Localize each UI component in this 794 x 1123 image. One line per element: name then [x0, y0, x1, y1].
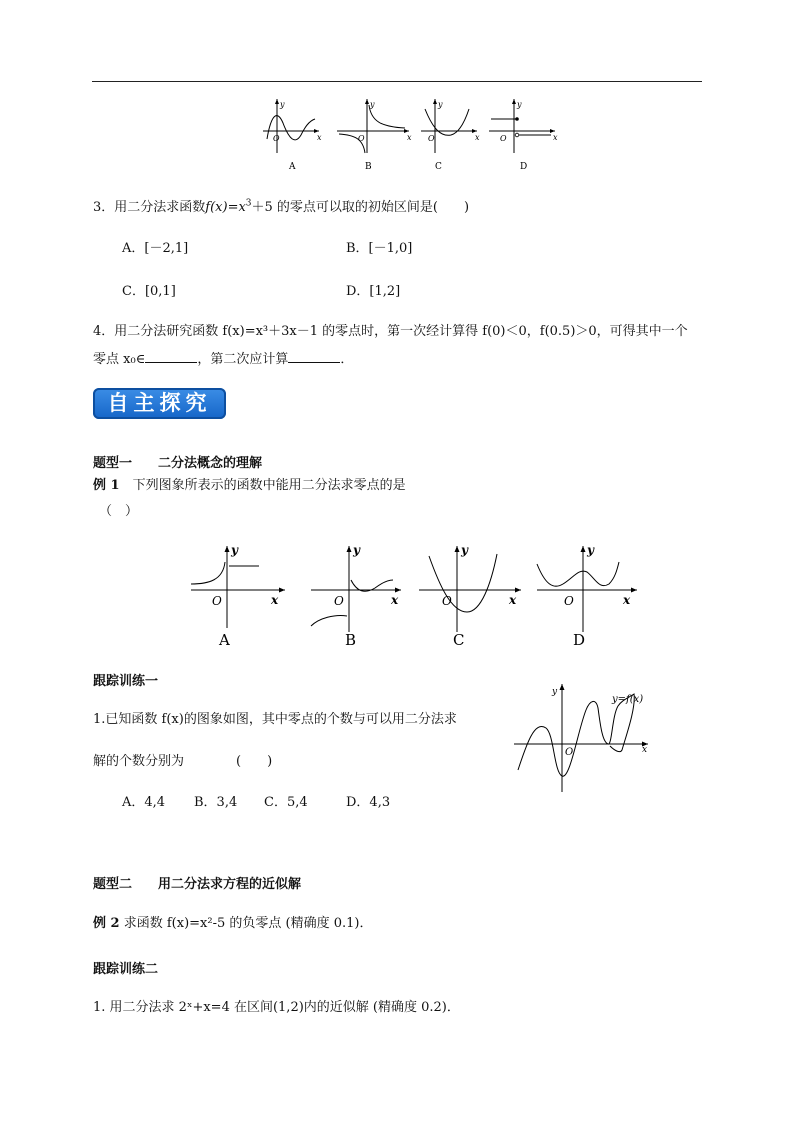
ex1-graph-c: [419, 543, 521, 649]
q3-option-d[interactable]: D．[1,2]: [346, 284, 401, 299]
track-2-line-1: 1. 用二分法求 2ˣ+x=4 在区间(1,2)内的近似解 (精确度 0.2)．: [93, 1000, 460, 1015]
axis-x-label: x: [271, 593, 279, 607]
axis-y-label: y: [370, 100, 375, 109]
track-1-graph: [508, 680, 658, 795]
top-graph-c: [421, 99, 480, 172]
question-3: [93, 196, 469, 215]
type-2-heading: 题型二 用二分法求方程的近似解: [93, 877, 302, 892]
q3-prefix: 3．用二分法求函数: [93, 200, 206, 215]
example-1-answer-paren[interactable]: （ ）: [99, 504, 139, 519]
type-1-heading: 题型一 二分法概念的理解: [93, 456, 263, 471]
curve-label: y=f(x): [612, 694, 644, 705]
top-graph-a: [263, 99, 322, 172]
axis-y-label: y: [438, 100, 443, 109]
axis-x-label: x: [407, 133, 412, 142]
origin-label: O: [334, 594, 344, 608]
example-1: [93, 474, 406, 493]
ex1-graph-b: [311, 543, 401, 649]
graph-label: B: [365, 162, 372, 172]
example-2-label: 例 2: [93, 916, 120, 931]
q3-option-a[interactable]: A．[－2,1]: [122, 241, 189, 256]
axis-y-label: y: [461, 543, 468, 557]
q4-text-b: ，第二次应计算: [197, 352, 289, 367]
section-badge: 自主探究: [93, 388, 226, 419]
example-2-text: 求函数 f(x)=x²-5 的负零点 (精确度 0.1)．: [123, 916, 373, 931]
origin-label: O: [500, 134, 507, 143]
origin-label: O: [564, 594, 574, 608]
track-1-option-a[interactable]: A．4,4: [122, 795, 166, 810]
top-graph-d: [489, 99, 558, 172]
graph-label: D: [573, 631, 586, 649]
example-1-text: 下列图象所表示的函数中能用二分法求零点的是: [119, 478, 406, 493]
ex1-graph-d: [537, 543, 637, 649]
axis-y-label: y: [231, 543, 238, 557]
axis-x-label: x: [391, 593, 399, 607]
graph-label: A: [219, 631, 230, 649]
q3-option-c[interactable]: C．[0,1]: [122, 284, 176, 299]
origin-label: O: [428, 134, 435, 143]
axis-x-label: x: [317, 133, 322, 142]
origin-label: O: [212, 594, 222, 608]
graph-label: A: [289, 162, 296, 172]
track-1-option-c[interactable]: C．5,4: [264, 795, 308, 810]
axis-x-label: x: [623, 593, 631, 607]
axis-x-label: x: [509, 593, 517, 607]
q3-func: f(x)=x: [205, 200, 246, 215]
q4-line-1: 4．用二分法研究函数 f(x)=x³＋3x－1 的零点时，第一次经计算得 f(0)＜0，f(0.5)＞0，可得其中一个: [93, 324, 688, 339]
track-1-line-2: 解的个数分别为 ( ): [93, 754, 273, 769]
origin-label: O: [273, 134, 280, 143]
origin-label: O: [565, 747, 574, 758]
axis-x-label: x: [475, 133, 480, 142]
axis-x-label: x: [642, 745, 648, 755]
track-1-option-d[interactable]: D．4,3: [346, 795, 391, 810]
track-1-line-1: 1.已知函数 f(x)的图象如图，其中零点的个数与可以用二分法求: [93, 712, 457, 727]
origin-label: O: [358, 134, 365, 143]
q4-text-c: ．: [340, 352, 354, 367]
top-graph-row: [255, 95, 565, 175]
example-2: [93, 912, 372, 931]
header-rule: [92, 81, 702, 82]
origin-label: O: [442, 594, 452, 608]
top-graph-b: [337, 99, 412, 172]
q4-answer-blank-2[interactable]: [288, 350, 340, 363]
example-1-graphs: [185, 540, 645, 652]
q3-suffix: ＋5 的零点可以取的初始区间是( ): [251, 200, 470, 215]
axis-y-label: y: [353, 543, 360, 557]
axis-y-label: y: [517, 100, 522, 109]
track-2-heading: 跟踪训练二: [93, 962, 159, 977]
track-1-option-b[interactable]: B．3,4: [194, 795, 238, 810]
q4-answer-blank-1[interactable]: [145, 350, 197, 363]
graph-label: D: [520, 162, 528, 172]
axis-y-label: y: [587, 543, 594, 557]
graph-label: B: [345, 631, 357, 649]
q3-exponent: 3: [245, 198, 252, 209]
example-1-label: 例 1: [93, 478, 120, 493]
q3-option-b[interactable]: B．[－1,0]: [346, 241, 413, 256]
ex1-graph-a: [191, 543, 285, 649]
graph-label: C: [453, 631, 465, 649]
q4-text-a: 零点 x₀∈: [93, 352, 146, 367]
axis-y-label: y: [552, 687, 558, 697]
q4-line-2: [93, 348, 353, 367]
axis-x-label: x: [553, 133, 558, 142]
track-1-heading: 跟踪训练一: [93, 674, 159, 689]
graph-label: C: [435, 162, 442, 172]
axis-y-label: y: [280, 100, 285, 109]
